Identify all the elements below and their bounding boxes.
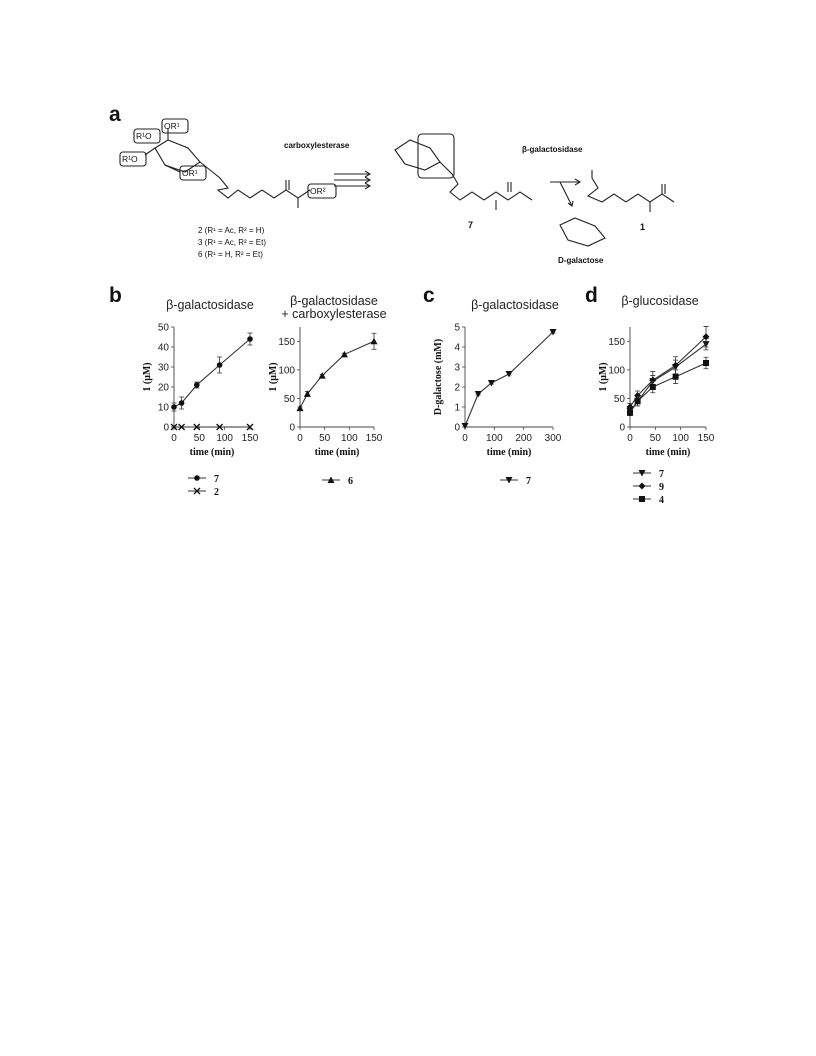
data-point-7 bbox=[217, 362, 223, 368]
series-line-7 bbox=[465, 332, 553, 426]
x-tick-label: 150 bbox=[365, 433, 383, 444]
x-tick-label: 50 bbox=[193, 433, 205, 444]
series-line-7 bbox=[174, 339, 250, 407]
y-axis-label: 1 (μM) bbox=[268, 362, 279, 392]
data-point-7 bbox=[506, 371, 513, 378]
legend-marker-4 bbox=[639, 496, 645, 502]
linker-left bbox=[210, 170, 310, 198]
y-tick-label: 20 bbox=[157, 382, 169, 394]
x-tick-label: 0 bbox=[171, 433, 177, 444]
x-tick-label: 0 bbox=[462, 433, 468, 444]
compound-3-legend: 3 (R¹ = Ac, R² = Et) bbox=[198, 238, 267, 247]
chart-b1 bbox=[140, 295, 275, 500]
y-tick-label: 10 bbox=[157, 402, 169, 414]
data-point-4 bbox=[673, 374, 679, 380]
x-tick-label: 50 bbox=[319, 433, 331, 444]
legend-label-4: 4 bbox=[659, 495, 664, 506]
y-tick-label: 100 bbox=[608, 365, 625, 377]
y-tick-label: 5 bbox=[454, 322, 460, 334]
data-point-6 bbox=[297, 405, 304, 412]
d-galactose-label: D-galactose bbox=[558, 256, 604, 265]
or2-label: OR² bbox=[310, 186, 326, 196]
series-line-7 bbox=[630, 344, 706, 411]
y-axis-label: D-galactose (mM) bbox=[433, 338, 444, 416]
x-axis-label: time (min) bbox=[189, 447, 235, 458]
chart-title: β-galactosidase bbox=[166, 298, 254, 312]
x-tick-label: 200 bbox=[515, 433, 533, 444]
legend-label-7: 7 bbox=[659, 469, 664, 480]
compound-7-label: 7 bbox=[468, 220, 474, 230]
chart-d bbox=[598, 295, 723, 520]
chart-title: β-galactosidase bbox=[471, 298, 559, 312]
compound-1-label: 1 bbox=[640, 222, 646, 232]
reaction-scheme bbox=[110, 110, 710, 280]
y-tick-label: 4 bbox=[454, 342, 460, 354]
legend-label-9: 9 bbox=[659, 482, 664, 493]
legend-label-2: 2 bbox=[214, 487, 219, 498]
y-tick-label: 50 bbox=[157, 322, 169, 334]
panel-label-b: b bbox=[109, 284, 122, 307]
linker-right bbox=[588, 170, 674, 202]
data-point-4 bbox=[703, 360, 709, 366]
panel-label-c: c bbox=[423, 284, 435, 307]
chart-b2 bbox=[262, 295, 392, 500]
chart-title: β-galactosidase bbox=[290, 295, 378, 308]
y-tick-label: 100 bbox=[278, 365, 295, 377]
y-axis-label: 1 (μM) bbox=[598, 362, 609, 392]
panel-label-d: d bbox=[585, 284, 598, 307]
panel-label-a: a bbox=[109, 103, 121, 126]
legend-marker-9 bbox=[639, 483, 646, 490]
chart-subtitle: + carboxylesterase bbox=[281, 307, 387, 321]
x-tick-label: 50 bbox=[649, 433, 661, 444]
x-axis-label: time (min) bbox=[314, 447, 360, 458]
data-point-4 bbox=[635, 398, 641, 404]
x-tick-label: 300 bbox=[544, 433, 562, 444]
x-tick-label: 100 bbox=[340, 433, 358, 444]
y-tick-label: 0 bbox=[289, 422, 295, 434]
y-tick-label: 0 bbox=[619, 422, 625, 434]
data-point-4 bbox=[627, 410, 633, 416]
or1-bottom-label: OR¹ bbox=[182, 168, 198, 178]
carboxylesterase-label: carboxylesterase bbox=[284, 141, 350, 150]
series-line-6 bbox=[300, 341, 374, 408]
y-tick-label: 2 bbox=[454, 382, 460, 394]
x-tick-label: 150 bbox=[697, 433, 715, 444]
legend-label-7: 7 bbox=[526, 476, 531, 487]
y-axis-label: 1 (μM) bbox=[142, 362, 153, 392]
chart-c bbox=[425, 295, 575, 500]
y-tick-label: 50 bbox=[283, 393, 295, 405]
y-tick-label: 0 bbox=[454, 422, 460, 434]
data-point-7 bbox=[462, 423, 469, 430]
x-tick-label: 0 bbox=[297, 433, 303, 444]
legend-marker-7 bbox=[194, 475, 200, 481]
x-tick-label: 100 bbox=[485, 433, 503, 444]
data-point-7 bbox=[171, 404, 177, 410]
y-tick-label: 40 bbox=[157, 342, 169, 354]
data-point-4 bbox=[650, 384, 656, 390]
x-tick-label: 0 bbox=[627, 433, 633, 444]
beta-galactosidase-label: β-galactosidase bbox=[522, 145, 583, 154]
galactose-ring bbox=[560, 218, 605, 246]
y-tick-label: 3 bbox=[454, 362, 460, 374]
chart-title: β-glucosidase bbox=[621, 295, 699, 308]
r1o-left-label: R¹O bbox=[122, 154, 138, 164]
or1-top-label: OR¹ bbox=[164, 121, 180, 131]
x-tick-label: 100 bbox=[216, 433, 234, 444]
y-tick-label: 150 bbox=[278, 336, 295, 348]
x-axis-label: time (min) bbox=[486, 447, 532, 458]
y-tick-label: 50 bbox=[613, 393, 625, 405]
y-tick-label: 30 bbox=[157, 362, 169, 374]
data-point-7 bbox=[247, 336, 253, 342]
data-point-7 bbox=[179, 400, 185, 406]
data-point-7 bbox=[194, 382, 200, 388]
y-tick-label: 150 bbox=[608, 336, 625, 348]
y-tick-label: 1 bbox=[454, 402, 460, 414]
legend-label-6: 6 bbox=[348, 476, 353, 487]
data-point-6 bbox=[341, 351, 348, 358]
compound-6-legend: 6 (R¹ = H, R² = Et) bbox=[198, 250, 263, 259]
r1o-top-label: R¹O bbox=[136, 131, 152, 141]
legend-label-7: 7 bbox=[214, 474, 219, 485]
data-point-7 bbox=[475, 391, 482, 398]
data-point-6 bbox=[371, 338, 378, 345]
x-tick-label: 100 bbox=[672, 433, 690, 444]
compound-2-legend: 2 (R¹ = Ac, R² = H) bbox=[198, 226, 265, 235]
x-tick-label: 150 bbox=[241, 433, 259, 444]
y-tick-label: 0 bbox=[163, 422, 169, 434]
x-axis-label: time (min) bbox=[645, 447, 691, 458]
